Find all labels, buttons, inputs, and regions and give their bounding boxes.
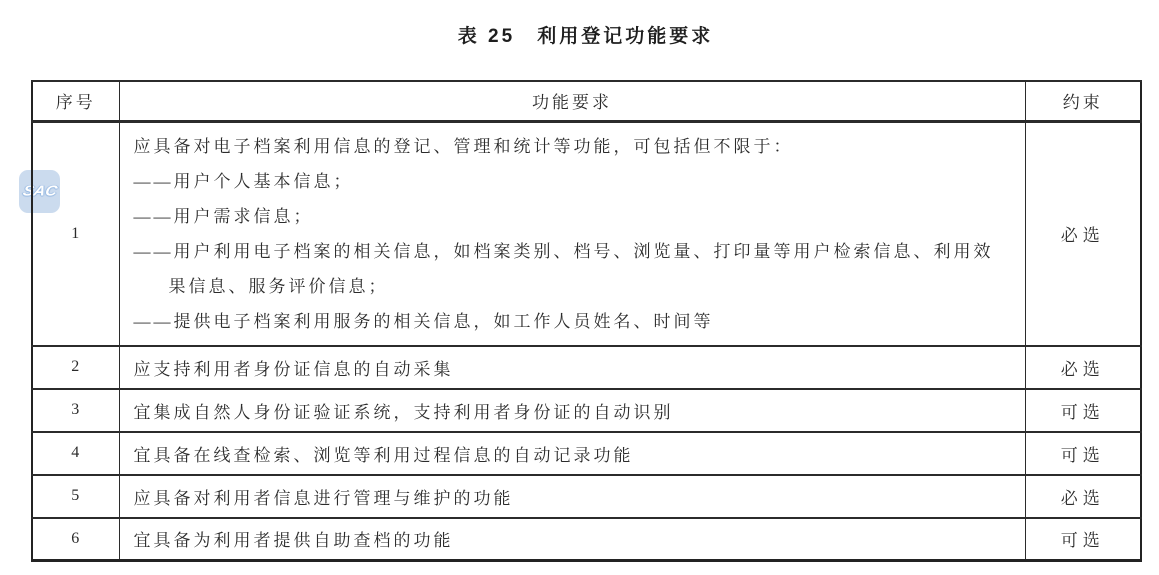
sac-logo-text: SAC	[21, 183, 59, 199]
requirements-table	[31, 80, 1142, 562]
table-row-1	[32, 121, 1141, 346]
table-row-2	[32, 346, 1141, 389]
requirement-line-continuation: 果信息、服务评价信息；	[168, 276, 389, 296]
requirement-text: 宜集成自然人身份证验证系统，支持利用者身份证的自动识别	[119, 389, 1025, 432]
table-row-6	[32, 518, 1141, 561]
constraint-value: 必选	[1025, 121, 1141, 346]
constraint-value: 可选	[1025, 389, 1141, 432]
requirement-line: 应具备对电子档案利用信息的登记、管理和统计等功能，可包括但不限于：	[133, 136, 794, 156]
table-row-3	[32, 389, 1141, 432]
constraint-value: 必选	[1025, 475, 1141, 518]
requirement-line: ——用户需求信息；	[133, 206, 314, 226]
header-row	[32, 81, 1141, 121]
requirement-text: 应支持利用者身份证信息的自动采集	[119, 346, 1025, 389]
requirement-text: 宜具备在线查检索、浏览等利用过程信息的自动记录功能	[119, 432, 1025, 475]
row-number: 6	[32, 518, 119, 561]
constraint-value: 可选	[1025, 518, 1141, 561]
row-number: 4	[32, 432, 119, 475]
row-number: 1	[32, 121, 119, 346]
requirement-line: ——用户个人基本信息；	[133, 171, 354, 191]
constraint-value: 必选	[1025, 346, 1141, 389]
constraint-value: 可选	[1025, 432, 1141, 475]
header-constraint: 约束	[1025, 81, 1141, 121]
requirement-text: 宜具备为利用者提供自助查档的功能	[119, 518, 1025, 561]
requirement-line: ——提供电子档案利用服务的相关信息，如工作人员姓名、时间等	[133, 311, 714, 331]
table-caption: 表 25 利用登记功能要求	[457, 26, 714, 47]
row-number: 2	[32, 346, 119, 389]
row-number: 5	[32, 475, 119, 518]
requirement-text: 应具备对利用者信息进行管理与维护的功能	[119, 475, 1025, 518]
requirement-line: ——用户利用电子档案的相关信息，如档案类别、档号、浏览量、打印量等用户检索信息、利用效	[133, 241, 994, 261]
requirement-text	[119, 121, 1025, 346]
table-row-4	[32, 432, 1141, 475]
header-no: 序号	[32, 81, 119, 121]
table-row-5	[32, 475, 1141, 518]
row-number: 3	[32, 389, 119, 432]
header-requirement: 功能要求	[119, 81, 1025, 121]
